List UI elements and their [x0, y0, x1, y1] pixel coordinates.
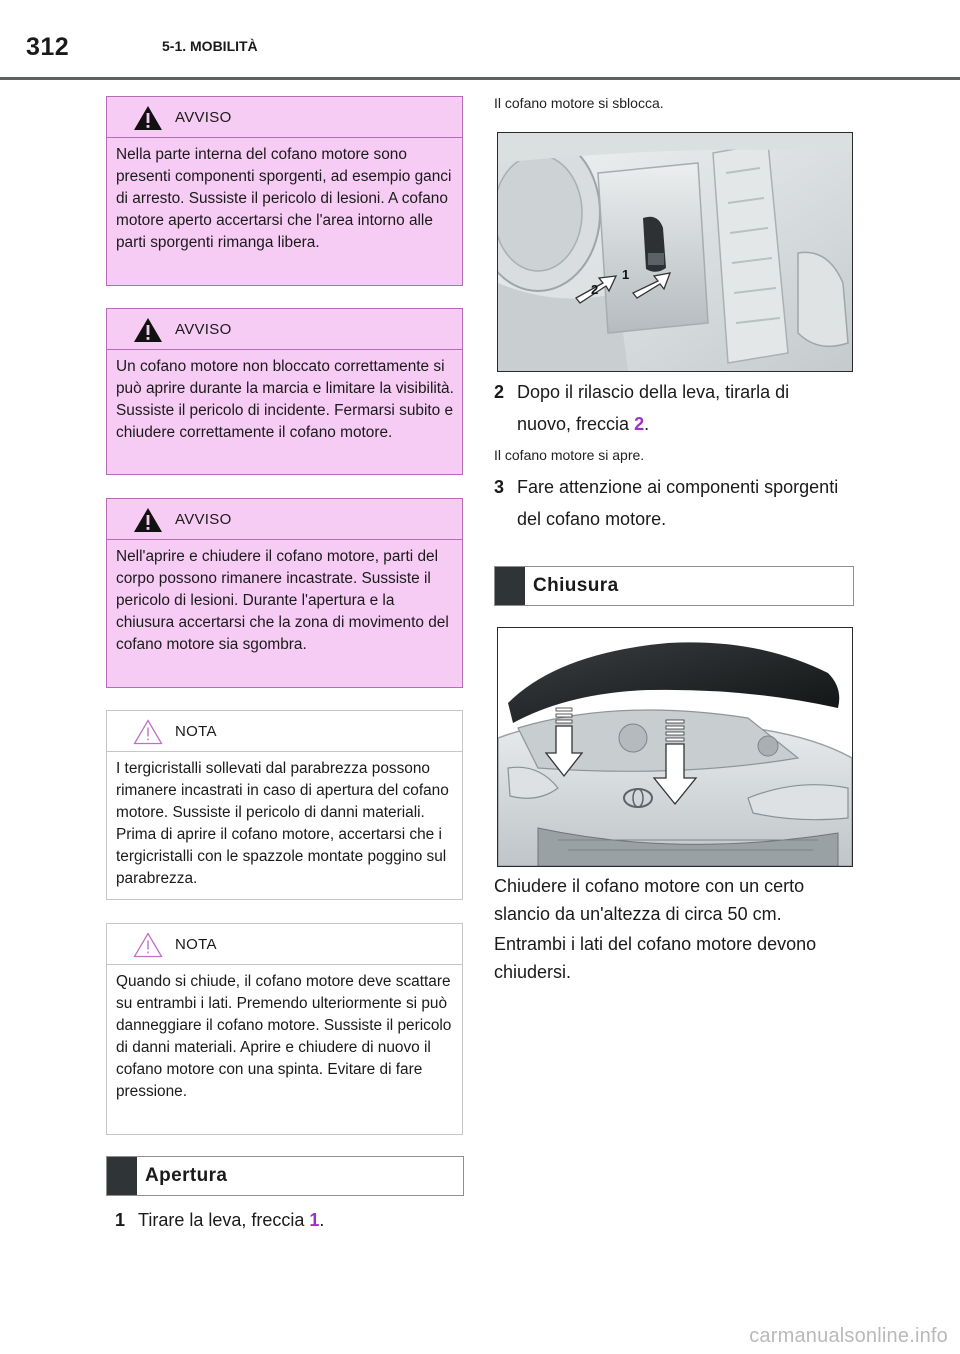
heading-title: Apertura — [145, 1165, 228, 1186]
warning-text: Nella parte interna del cofano motore sono presenti componenti sporgenti, ad esempio ganci di arresto. Sussiste il pericolo di lesioni. A cofano motore aperto accertarsi che l'area intorno alle parti sporgenti rimanga libera. — [116, 146, 452, 251]
note-text: I tergicristalli sollevati dal parabrezza possono rimanere incastrati in caso di apertura del cofano motore. Sussiste il pericolo di danni materiali. Prima di aprire il cofano motore, accertarsi che i tergicristalli con le spazzole montate poggino sul parabrezza. — [116, 760, 449, 887]
figure-closing-hood — [497, 627, 853, 867]
heading-bar — [107, 1157, 137, 1195]
caution-triangle-icon — [133, 719, 163, 745]
step-2 — [494, 376, 844, 440]
step-number: 3 — [494, 477, 505, 497]
note-label: NOTA — [175, 936, 217, 953]
step-3 — [494, 471, 844, 535]
step-end: . — [644, 414, 650, 434]
warning-triangle-icon — [133, 317, 163, 343]
watermark: carmanualsonline.info — [749, 1325, 948, 1347]
note-text: Quando si chiude, il cofano motore deve scattare su entrambi i lati. Premendo ulteriormente si può danneggiare il cofano motore. Sussiste il pericolo di danni materiali. Aprire e chiudere di nuovo il cofano motore con una spinta. Evitare di fare pressione. — [116, 973, 452, 1100]
warning-box-2 — [106, 308, 463, 475]
note-header — [107, 711, 462, 752]
step-instruction: Tirare la leva, freccia — [138, 1210, 305, 1230]
arrow-reference: 2 — [634, 414, 645, 434]
figure-hood-release-lever — [497, 132, 853, 372]
closing-instruction: Chiudere il cofano motore con un certo slancio da un'altezza di circa 50 cm. — [494, 876, 805, 924]
closing-note: Entrambi i lati del cofano motore devono chiudersi. — [494, 934, 817, 982]
page-header — [0, 0, 960, 80]
heading-title: Chiusura — [533, 575, 619, 596]
step-text — [138, 1204, 465, 1236]
caution-triangle-icon — [133, 932, 163, 958]
warning-box-3 — [106, 498, 463, 688]
note-box-2 — [106, 923, 463, 1135]
warning-text: Un cofano motore non bloccato correttamente si può aprire durante la marcia e limitare la visibilità. Sussiste il pericolo di incidente. Fermarsi subito e chiudere correttamente il cofano motore. — [116, 358, 454, 441]
arrow-reference: 1 — [309, 1210, 320, 1230]
warning-label: AVVISO — [175, 109, 232, 126]
section-title: 5-1. MOBILITÀ — [162, 38, 258, 54]
chiusura-heading — [494, 566, 854, 606]
warning-label: AVVISO — [175, 321, 232, 338]
note-box-1 — [106, 710, 463, 900]
warning-header — [107, 309, 462, 350]
step-instruction: Dopo il rilascio della leva, tirarla di nuovo, freccia — [517, 382, 790, 434]
step-1 — [115, 1204, 465, 1236]
note-label: NOTA — [175, 723, 217, 740]
caption-open: Il cofano motore si apre. — [494, 447, 645, 463]
hood-release-illustration — [498, 133, 852, 371]
warning-header — [107, 499, 462, 540]
header-rule — [0, 77, 960, 80]
apertura-heading — [106, 1156, 464, 1196]
warning-label: AVVISO — [175, 511, 232, 528]
warning-triangle-icon — [133, 507, 163, 533]
warning-triangle-icon — [133, 105, 163, 131]
closing-hood-illustration — [498, 628, 852, 866]
note-header — [107, 924, 462, 965]
step-text: Fare attenzione ai componenti sporgenti del cofano motore. — [517, 477, 839, 529]
arrow-label-2: 2 — [591, 282, 599, 297]
step-text — [517, 376, 844, 440]
warning-text: Nell'aprire e chiudere il cofano motore, parti del corpo possono rimanere incastrate. Sussiste il pericolo di lesioni. Durante l'apertura e la chiusura accertarsi che la zona di movimento del cofano motore sia sgombra. — [116, 548, 449, 653]
step-end: . — [319, 1210, 325, 1230]
arrow-label-1: 1 — [622, 267, 630, 282]
warning-header — [107, 97, 462, 138]
caption-unlock: Il cofano motore si sblocca. — [494, 95, 664, 111]
warning-box-1 — [106, 96, 463, 286]
step-number: 2 — [494, 382, 505, 402]
step-number: 1 — [115, 1210, 126, 1230]
heading-bar — [495, 567, 525, 605]
page-number: 312 — [26, 33, 70, 61]
